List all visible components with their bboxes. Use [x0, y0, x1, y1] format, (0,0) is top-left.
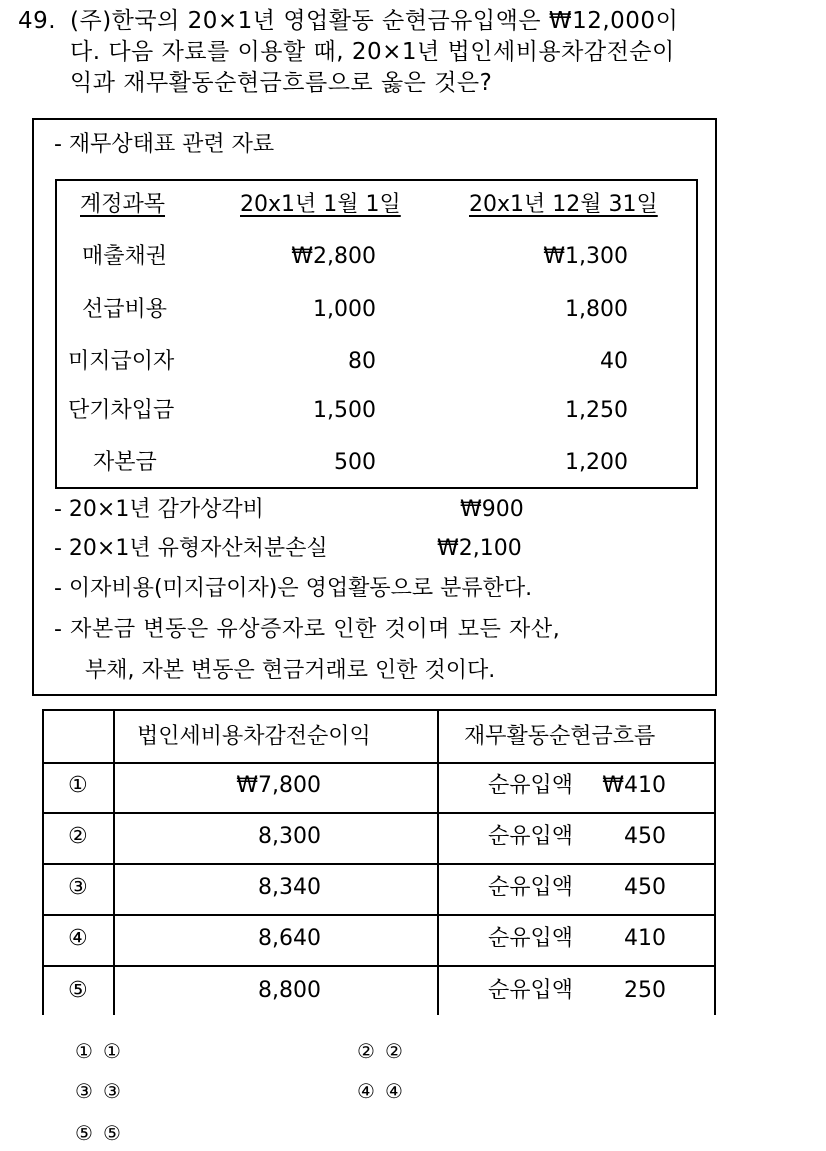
answer-row-flow-value: 450 [624, 824, 666, 849]
depreciation-value: ₩900 [460, 497, 524, 522]
answer-header-income: 법인세비용차감전순이익 [137, 724, 371, 749]
answer-row-income: 8,800 [258, 978, 321, 1003]
question-number: 49. [18, 8, 57, 34]
note-capital-line-1: - 자본금 변동은 유상증자로 인한 것이며 모든 자산, [54, 617, 561, 642]
choice-text: ① [102, 1039, 121, 1063]
bs-header-end-date: 20x1년 12월 31일 [469, 192, 658, 217]
bs-row-end-value: 1,800 [565, 297, 628, 322]
table-row-divider [42, 812, 716, 814]
choice-mark: ② [357, 1039, 375, 1063]
choice-mark: ① [75, 1039, 93, 1063]
bs-row-start-value: 1,000 [313, 297, 376, 322]
answer-row-flow-label: 순유입액 [488, 875, 574, 900]
info-title: - 재무상태표 관련 자료 [54, 132, 275, 157]
answer-row-flow-label: 순유입액 [488, 773, 574, 798]
question-text-line-3: 익과 재무활동순현금흐름으로 옳은 것은? [70, 70, 493, 96]
bs-row-label: 선급비용 [82, 297, 168, 322]
note-interest: - 이자비용(미지급이자)은 영업활동으로 분류한다. [54, 576, 533, 601]
table-border-right [714, 709, 716, 1015]
choice-mark: ③ [75, 1079, 93, 1103]
question-text-line-2: 다. 다음 자료를 이용할 때, 20×1년 법인세비용차감전순이 [70, 39, 675, 65]
answer-row-mark: ③ [68, 875, 88, 900]
answer-row-mark: ② [68, 824, 88, 849]
bs-row-end-value: 1,250 [565, 398, 628, 423]
table-row-divider [42, 762, 716, 764]
answer-row-flow-value: 450 [624, 875, 666, 900]
choice-mark: ⑤ [75, 1121, 93, 1145]
bs-row-start-value: 80 [348, 349, 376, 374]
choice-text: ③ [102, 1079, 121, 1103]
choice-3[interactable] [75, 1077, 131, 1105]
answer-row-income: 8,340 [258, 875, 321, 900]
choice-mark: ④ [357, 1079, 375, 1103]
answer-row-mark: ① [68, 773, 88, 798]
choice-2[interactable] [357, 1037, 413, 1065]
answer-row-flow-value: ₩410 [602, 773, 666, 798]
bs-row-label: 단기차입금 [68, 398, 175, 423]
answer-header-financing-flow: 재무활동순현금흐름 [464, 724, 656, 749]
answer-row-income: ₩7,800 [236, 773, 321, 798]
table-row-divider [42, 965, 716, 967]
balance-sheet-table [55, 179, 698, 489]
answer-row-flow-label: 순유입액 [488, 926, 574, 951]
bs-row-label: 매출채권 [82, 244, 168, 269]
table-row-divider [42, 914, 716, 916]
choice-text: ⑤ [102, 1121, 121, 1145]
answer-row-flow-value: 250 [624, 978, 666, 1003]
bs-header-account: 계정과목 [80, 192, 166, 217]
choice-4[interactable] [357, 1077, 413, 1105]
choice-text: ② [384, 1039, 403, 1063]
depreciation-label: - 20×1년 감가상각비 [54, 497, 264, 522]
bs-row-label: 미지급이자 [68, 349, 175, 374]
note-capital-line-2: 부채, 자본 변동은 현금거래로 인한 것이다. [85, 658, 496, 683]
disposal-loss-value: ₩2,100 [437, 536, 522, 561]
answer-table [42, 709, 716, 1015]
answer-row-flow-label: 순유입액 [488, 978, 574, 1003]
bs-row-end-value: ₩1,300 [543, 244, 628, 269]
answer-row-mark: ④ [68, 926, 88, 951]
table-divider [437, 709, 439, 1015]
bs-row-start-value: 1,500 [313, 398, 376, 423]
question-text-line-1: (주)한국의 20×1년 영업활동 순현금유입액은 ₩12,000이 [70, 8, 679, 34]
bs-row-end-value: 40 [600, 349, 628, 374]
choice-text: ④ [384, 1079, 403, 1103]
answer-row-income: 8,300 [258, 824, 321, 849]
table-border-top [42, 709, 716, 711]
table-divider [113, 709, 115, 1015]
answer-row-flow-label: 순유입액 [488, 824, 574, 849]
bs-row-start-value: 500 [334, 450, 376, 475]
bs-row-end-value: 1,200 [565, 450, 628, 475]
answer-row-mark: ⑤ [68, 978, 88, 1003]
answer-row-flow-value: 410 [624, 926, 666, 951]
bs-header-start-date: 20x1년 1월 1일 [240, 192, 401, 217]
answer-row-income: 8,640 [258, 926, 321, 951]
disposal-loss-label: - 20×1년 유형자산처분손실 [54, 536, 328, 561]
bs-row-start-value: ₩2,800 [291, 244, 376, 269]
bs-row-label: 자본금 [93, 450, 157, 475]
table-border-left [42, 709, 44, 1015]
choice-1[interactable] [75, 1037, 131, 1065]
choice-5[interactable] [75, 1119, 131, 1147]
table-row-divider [42, 863, 716, 865]
